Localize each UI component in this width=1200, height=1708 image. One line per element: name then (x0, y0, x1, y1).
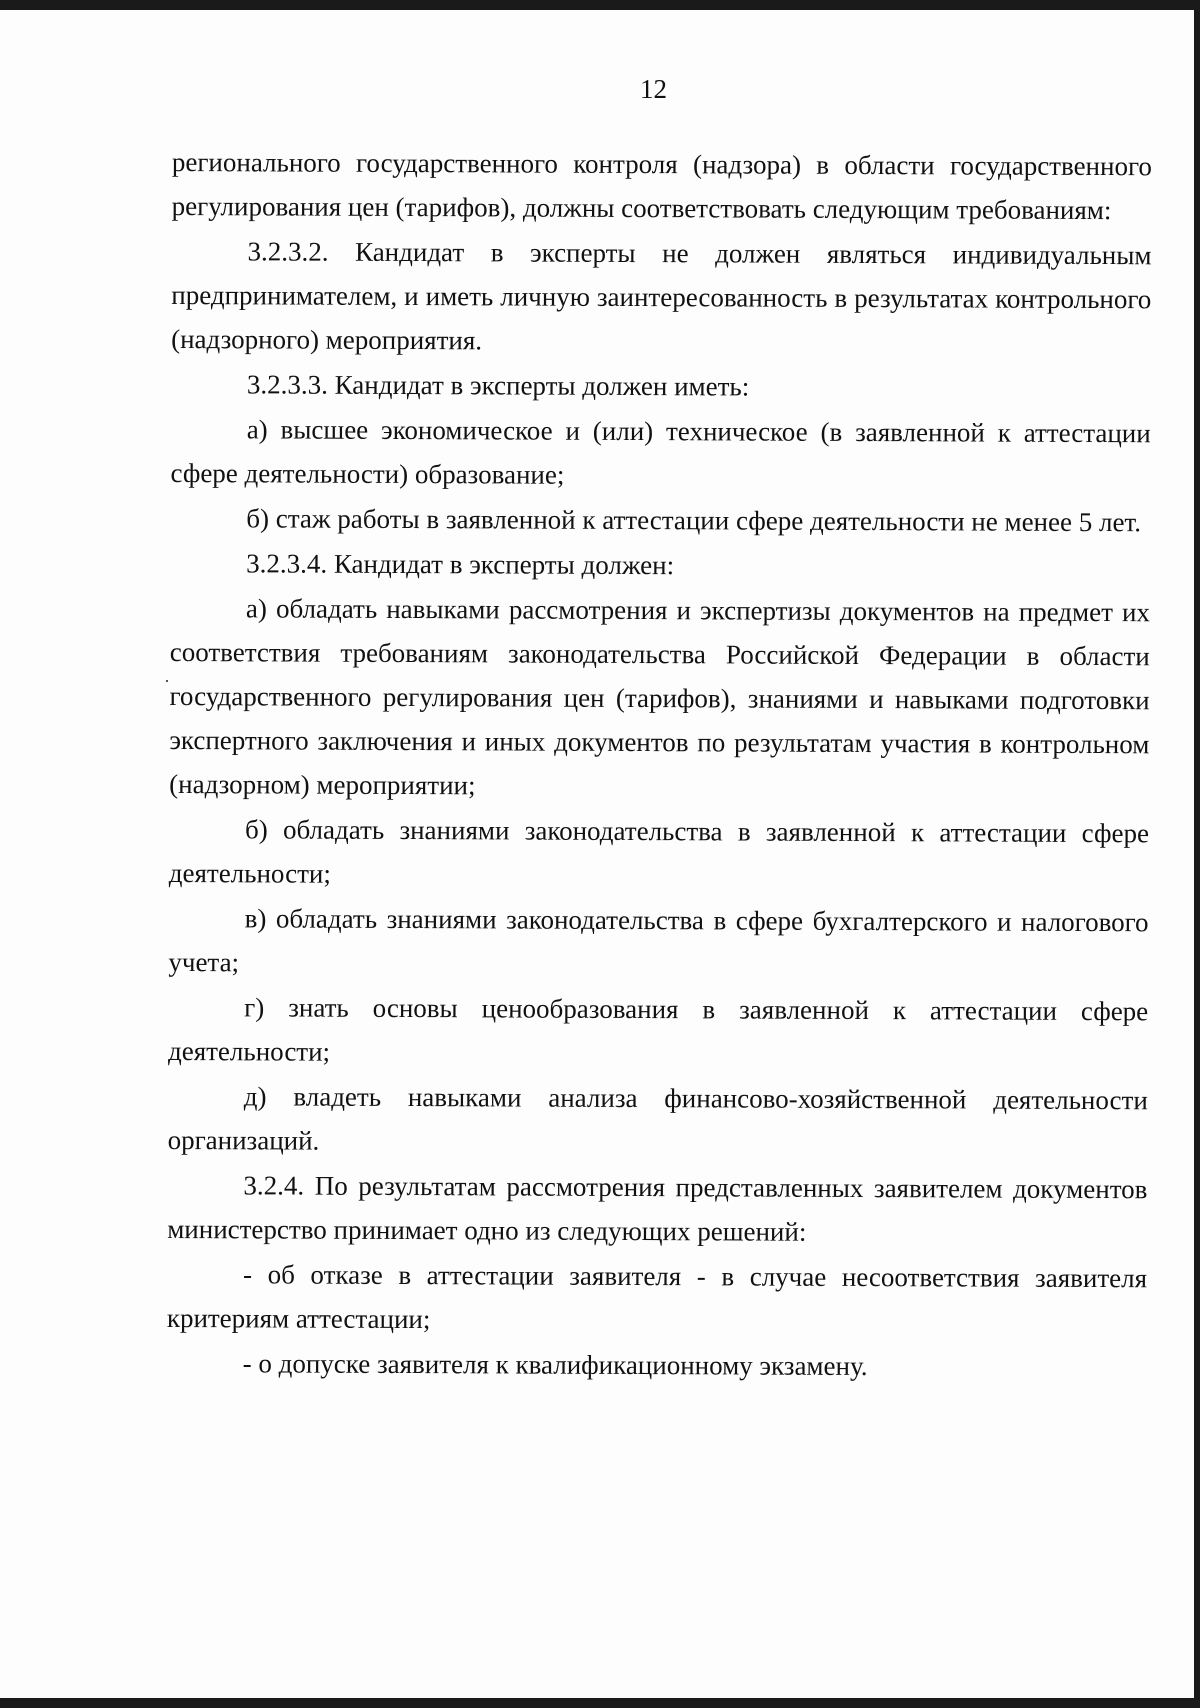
paragraph-continuation: регионального государственного контроля (надзора) в области государственного регулирования цен (тарифов), должны соответствовать следующим требованиям: (171, 146, 1152, 226)
paragraph-3-2-3-4: 3.2.3.4. Кандидат в эксперты должен: (246, 548, 675, 581)
scan-edge-right (1194, 0, 1200, 1708)
paragraph-3-2-4: 3.2.4. По результатам рассмотрения представленных заявителем документов министерство принимает одно из следующих решений: (167, 1170, 1148, 1247)
decision-refusal: - об отказе в аттестации заявителя - в случае несоответствия заявителя критериям аттестации; (166, 1259, 1148, 1335)
list-item-d-analysis: д) владеть навыками анализа финансово-хозяйственной деятельности организаций. (167, 1081, 1148, 1156)
list-item-v-accounting: в) обладать знаниями законодательства в сфере бухгалтерского и налогового учета; (168, 903, 1149, 978)
list-item-b-experience: б) стаж работы в заявленной к аттестации сфере деятельности не менее 5 лет. (246, 503, 1142, 538)
scan-dust-mark (166, 680, 168, 682)
paragraph-3-2-3-2: 3.2.3.2. Кандидат в эксперты не должен являться индивидуальным предпринимателем, и иметь личную заинтересованность в результатах контрольного (надзорного) мероприятия. (171, 236, 1152, 356)
list-item-g-pricing: г) знать основы ценообразования в заявленной к аттестации сфере деятельности; (167, 992, 1149, 1067)
scan-edge-bottom (0, 1698, 1200, 1708)
list-item-a-skills: а) обладать навыками рассмотрения и экспертизы документов на предмет их соответствия требованиям законодательства Российской Федерации в области государственного регулирования цен (тарифов), знаниями и навыками подготовки экспертного заключения и иных документов по результатам участия в контрольном (надзорном) мероприятии; (169, 593, 1151, 801)
list-item-a-education: а) высшее экономическое и (или) техническое (в заявленной к аттестации сфере деятельности) образование; (170, 414, 1151, 490)
page-number: 12 (640, 74, 667, 104)
document-body (167, 140, 1152, 1390)
scan-edge-top (0, 0, 1200, 10)
decision-admission: - о допуске заявителя к квалификационному экзамену. (242, 1348, 868, 1382)
list-item-b-legislation: б) обладать знаниями законодательства в заявленной к аттестации сфере деятельности; (168, 814, 1150, 889)
paragraph-3-2-3-3: 3.2.3.3. Кандидат в эксперты должен иметь: (246, 369, 750, 402)
